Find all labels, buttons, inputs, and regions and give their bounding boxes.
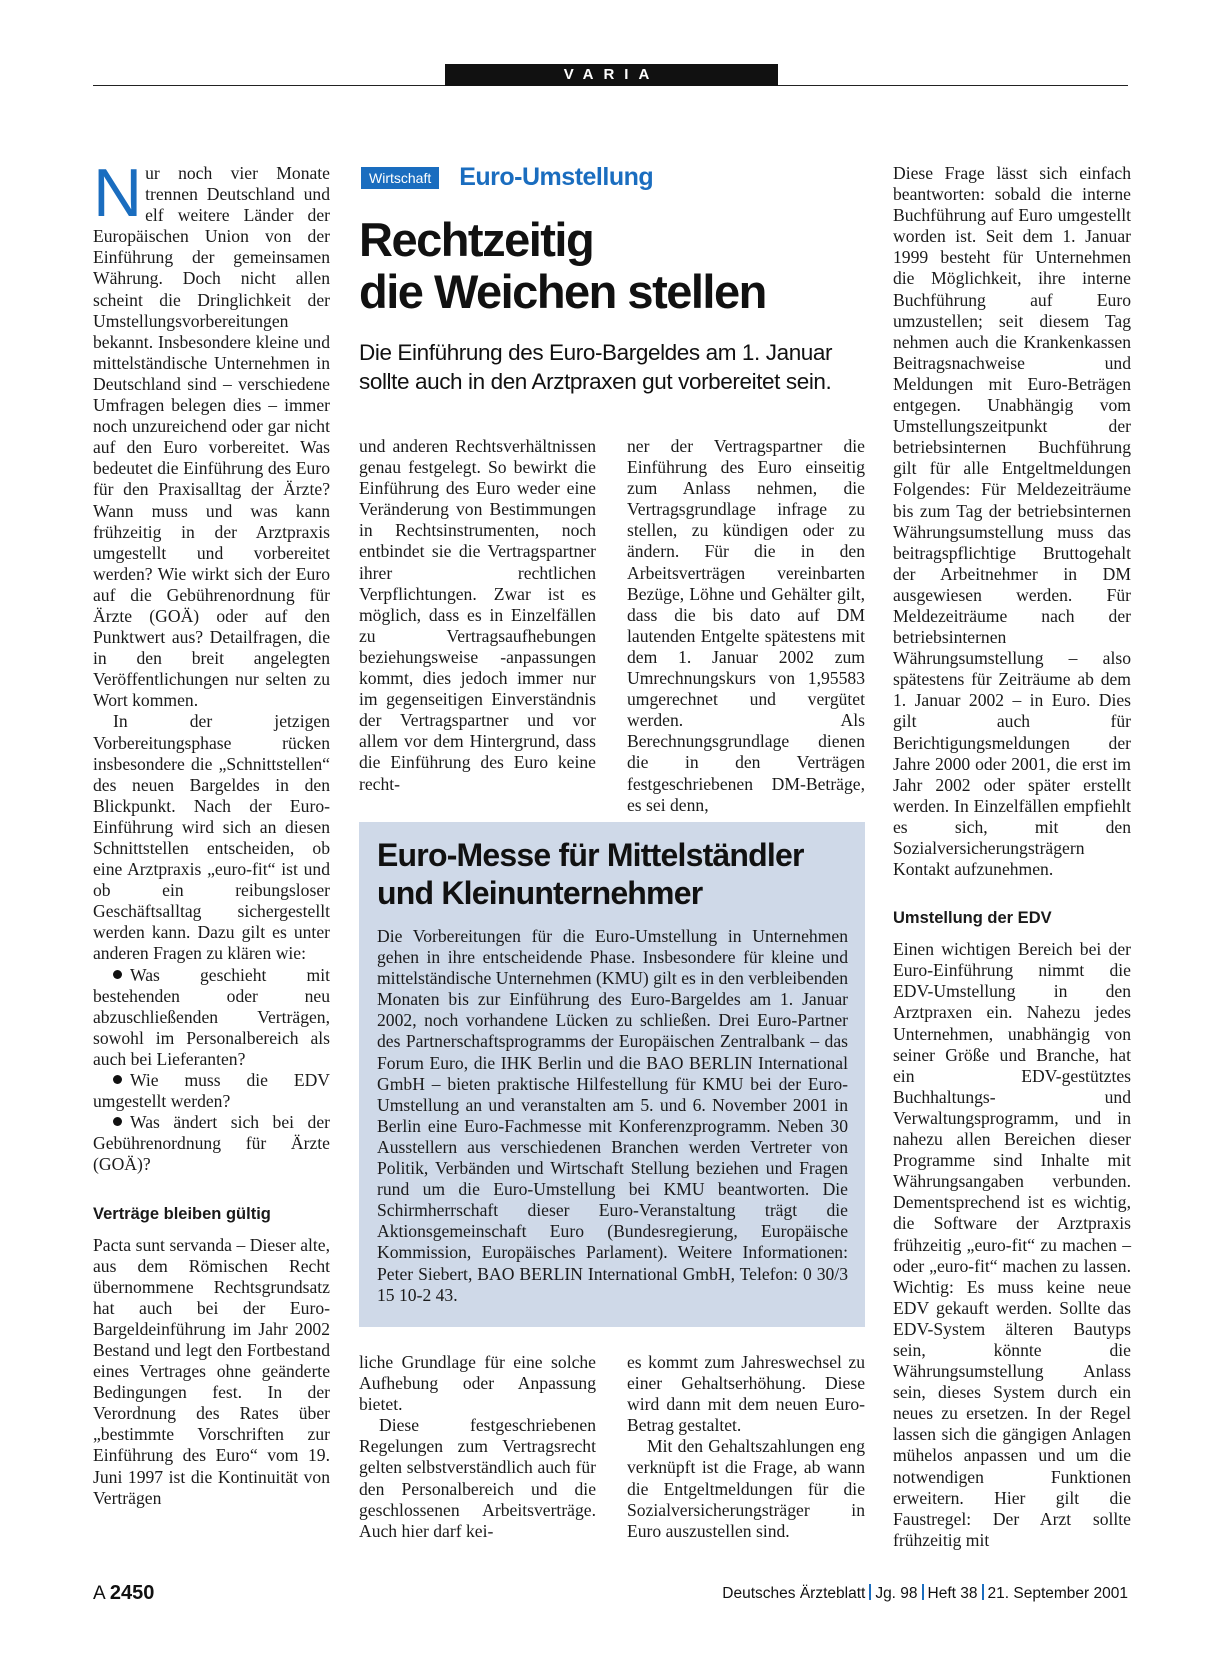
journal-info — [722, 1584, 1128, 1603]
paragraph: In der jetzigen Vorbereitungsphase rücken insbesondere die „Schnittstellen“ des neuen Bargeldes in den Blickpunkt. Nach der Euro-Einführung wird sich an diesen Schnittstellen entscheiden, ob eine Arztpraxis „euro-fit“ ist und ob ein reibungsloser Geschäftsalltag sichergestellt werden kann. Dazu gilt es unter anderen Fragen zu klären wie: — [93, 711, 330, 964]
bullet-icon — [113, 1117, 122, 1126]
column-2-top — [359, 436, 596, 795]
headline: Rechtzeitig die Weichen stellen — [359, 213, 766, 318]
box-text: Die Vorbereitungen für die Euro-Umstellung in Unternehmen gehen in ihre entscheidende Phase. Insbesondere für kleine und mittelständische Unternehmen (KMU) gilt es in den verbleibenden Monaten bis zur Einführung des Euro-Bargeldes am 1. Januar 2002, noch vorhandene Lücken zu schließen. Drei Euro-Partner des Partnerschaftsprogramms der Europäischen Zentralbank – das Forum Euro, die IHK Berlin und die BAO BERLIN International GmbH – bieten praktische Hilfestellung für KMU bei der Euro-Umstellung an und veranstalten am 5. und 6. November 2001 in Berlin eine Euro-Fachmesse mit Konferenzprogramm. Neben 30 Ausstellern aus verschiedenen Branchen werden Vertreter von Politik, Verbänden und Wirtschaft Stellung beziehen und Fragen rund um die Euro-Umstellung bei KMU beantworten. Die Schirmherrschaft dieser Euro-Veranstaltung trägt die Aktionsgemeinschaft Euro (Bundesregierung, Europäische Kommission, Europäisches Parlament). Weitere Informationen: Peter Siebert, BAO BERLIN International GmbH, Telefon: 0 30/3 15 10-2 43. — [377, 926, 848, 1305]
paragraph: Pacta sunt servanda – Dieser alte, aus dem Römischen Recht übernommene Rechtsgrundsatz hat auch bei der Euro-Bargeldeinführung im Jahr 2002 Bestand und legt den Fortbestand eines Vertrages ohne geänderte Bedingungen fest. In der Verordnung des Rates über „bestimmte Vorschriften zur Einführung des Euro“ vom 19. Juni 1997 ist die Kontinuität von Verträgen — [93, 1234, 330, 1508]
rubric — [361, 163, 654, 191]
bullet-item: Was ändert sich bei der Gebührenordnung für Ärzte (GOÄ)? — [93, 1112, 330, 1175]
separator — [869, 1584, 871, 1600]
info-box — [359, 822, 865, 1327]
bullet-icon — [113, 970, 122, 979]
issue: Heft 38 — [927, 1585, 978, 1602]
separator — [922, 1584, 924, 1600]
paragraph: Diese festgeschriebenen Regelungen zum Vertragsrecht gelten selbstverständlich auch für den Personalbereich und die geschlossenen Arbeitsverträge. Auch hier darf kei- — [359, 1415, 596, 1541]
bullet-item: Was geschieht mit bestehenden oder neu abzuschließenden Verträgen, sowohl im Personalbereich als auch bei Lieferanten? — [93, 964, 330, 1069]
drop-cap: N — [93, 155, 143, 231]
column-1 — [93, 155, 330, 1509]
column-4 — [893, 163, 1131, 1551]
bullet-item: Wie muss die EDV umgestellt werden? — [93, 1070, 330, 1112]
paragraph: es kommt zum Jahreswechsel zu einer Gehaltserhöhung. Diese wird dann mit dem neuen Euro-Betrag gestaltet. — [627, 1352, 865, 1436]
separator — [982, 1584, 984, 1600]
box-title: Euro-Messe für Mittelständler und Kleinunternehmer — [377, 837, 804, 911]
paragraph: Diese Frage lässt sich einfach beantworten: sobald die interne Buchführung auf Euro umgestellt worden ist. Seit dem 1. Januar 1999 besteht für Unternehmen die Möglichkeit, ihre interne Buchführung auf Euro umzustellen; seit diesem Tag nehmen auch die Krankenkassen Beitragsnachweise und Meldungen mit Euro-Beträgen entgegen. Unabhängig vom Umstellungszeitpunkt der betriebsinternen Buchführung gilt für alle Entgeltmeldungen Folgendes: Für Meldezeiträume bis zum Tag der betriebsinternen Währungsumstellung muss das beitragspflichtige Bruttogehalt der Arbeitnehmer in DM ausgewiesen werden. Für Meldezeiträume nach der betriebsinternen Währungsumstellung – also spätestens für Zeiträume ab dem 1. Januar 2002 – in Euro. Dies gilt auch für Berichtigungsmeldungen der Jahre 2000 oder 2001, die erst im Jahr 2002 oder später erstellt werden. In Einzelfällen empfiehlt es sich, mit den Sozialversicherungsträgern Kontakt aufzunehmen. — [893, 163, 1131, 880]
paragraph: liche Grundlage für eine solche Aufhebung oder Anpassung bietet. — [359, 1352, 596, 1415]
paragraph: ner der Vertragspartner die Einführung des Euro einseitig zum Anlass nehmen, die Vertragsgrundlage infrage zu stellen, zu kündigen oder zu ändern. Für die in den Arbeitsverträgen vereinbarten Bezüge, Löhne und Gehälter gilt, dass die bis dato auf DM lautenden Entgelte spätestens mit dem 1. Januar 2002 zum Umrechnungskurs von 1,95583 umgerechnet und vergütet werden. Als Berechnungsgrundlage dienen die in den Verträgen festgeschriebenen DM-Beträge, es sei denn, — [627, 436, 865, 815]
bullet-icon — [113, 1075, 122, 1084]
column-3-top — [627, 436, 865, 816]
volume: Jg. 98 — [875, 1585, 918, 1602]
page-number: A 2450 — [93, 1582, 155, 1604]
issue-date: 21. September 2001 — [987, 1585, 1128, 1602]
column-2-bottom — [359, 1352, 596, 1542]
column-3-bottom — [627, 1352, 865, 1542]
paragraph: Mit den Gehaltszahlungen eng verknüpft ist die Frage, ab wann die Entgeltmeldungen für die Sozialversicherungsträger in Euro auszustellen sind. — [627, 1436, 865, 1541]
paragraph: und anderen Rechtsverhältnissen genau festgelegt. So bewirkt die Einführung des Euro weder eine Veränderung von Bestimmungen in Rechtsinstrumenten, noch entbindet sie die Vertragspartner ihrer rechtlichen Verpflichtungen. Zwar ist es möglich, dass es in Einzelfällen zu Vertragsaufhebungen beziehungsweise -anpassungen kommt, dies jedoch immer nur im gegenseitigen Einverständnis der Vertragspartner und vor allem vor dem Hintergrund, dass die Einführung des Euro keine recht- — [359, 436, 596, 794]
deck: Die Einführung des Euro-Bargeldes am 1. Januar sollte auch in den Arztpraxen gut vorbereitet sein. — [359, 340, 833, 394]
topic-label: Euro-Umstellung — [459, 163, 654, 191]
intro-paragraph: Nur noch vier Monate trennen Deutschland und elf weitere Länder der Europäischen Union von der Einführung der gemeinsamen Währung. Doch nicht allen scheint die Dringlichkeit der Umstellungsvorbereitungen bekannt. Insbesondere kleine und mittelständische Unternehmen in Deutschland sind – verschiedene Umfragen belegen dies – immer noch unzureichend oder gar nicht auf den Euro vorbereitet. Was bedeutet die Einführung des Euro für den Praxisalltag der Ärzte? Wann muss und was kann frühzeitig in der Arztpraxis umgestellt und vorbereitet werden? Wie wirkt sich der Euro auf die Gebührenordnung für Ärzte (GOÄ) oder auf den Punktwert aus? Detailfragen, die in den breit angelegten Veröffentlichungen nur selten zu Wort kommen. — [93, 155, 330, 711]
category-tag: Wirtschaft — [361, 167, 439, 189]
subheading: Verträge bleiben gültig — [93, 1204, 271, 1223]
subheading: Umstellung der EDV — [893, 909, 1052, 928]
section-label: VARIA — [445, 64, 778, 86]
paragraph: Einen wichtigen Bereich bei der Euro-Einführung nimmt die EDV-Umstellung in den Arztpraxen ein. Nahezu jedes Unternehmen, unabhängig von seiner Größe und Branche, hat ein EDV-gestütztes Buchhaltungs- und Verwaltungsprogramm, und in nahezu allen Bereichen dieser Programme sind Inhalte mit Währungsangaben verbunden. Dementsprechend ist es wichtig, die Software der Arztpraxis frühzeitig „euro-fit“ zu machen – oder „euro-fit“ machen zu lassen. Wichtig: Es muss keine neue EDV gekauft werden. Sollte das EDV-System älteren Bautyps sein, könnte die Währungsumstellung Anlass sein, dieses System durch ein neues zu ersetzen. In der Regel lassen sich die gängigen Anlagen mühelos anpassen und um die notwendigen Funktionen erweitern. Hier gilt die Faustregel: Der Arzt sollte frühzeitig mit — [893, 939, 1131, 1550]
journal-name: Deutsches Ärzteblatt — [722, 1585, 866, 1602]
